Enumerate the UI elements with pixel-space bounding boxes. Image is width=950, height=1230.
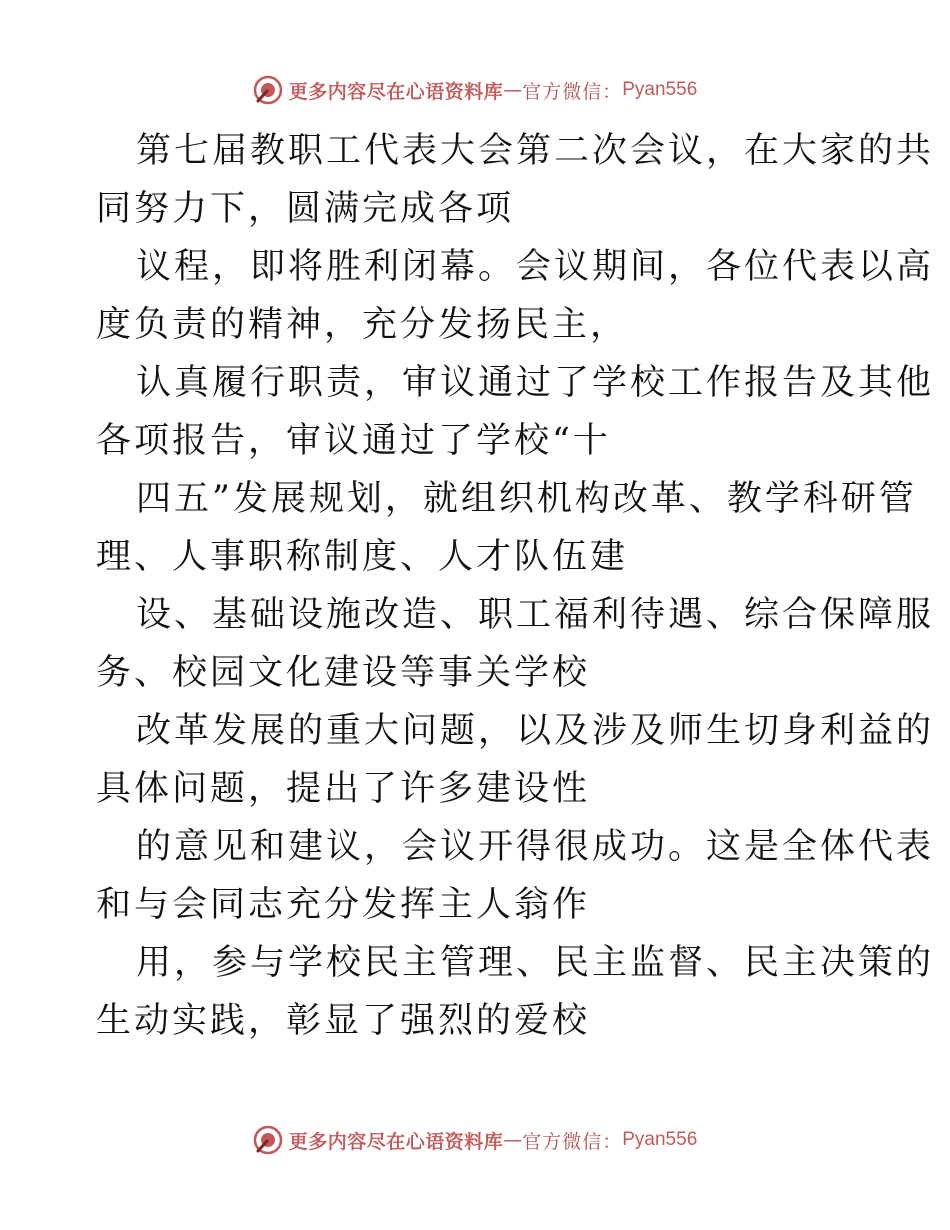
- footer-banner: [0, 1120, 950, 1160]
- paragraph-line: 和与会同志充分发挥主人翁作: [96, 885, 591, 925]
- paragraph-line: 用，参与学校民主管理、民主监督、民主决策的: [136, 943, 935, 983]
- banner-main-text: 更多内容尽在心语资料库: [288, 1130, 504, 1153]
- paragraph-line: 具体问题，提出了许多建设性: [96, 769, 591, 809]
- pen-logo-icon: [253, 1125, 283, 1155]
- paragraph-line: 各项报告，审议通过了学校“十: [96, 421, 611, 461]
- paragraph-line: 四五”发展规划，就组织机构改革、教学科研管: [136, 479, 917, 519]
- paragraph-line: 理、人事职称制度、人才队伍建: [96, 537, 629, 577]
- paragraph-line: 务、校园文化建设等事关学校: [96, 653, 591, 693]
- banner-wechat-label: 官方微信：: [522, 1130, 623, 1153]
- paragraph-line: 生动实践，彰显了强烈的爱校: [96, 1001, 591, 1041]
- banner-separator: —: [503, 79, 523, 101]
- banner-separator: —: [503, 1129, 523, 1151]
- banner-wechat-id: Pyan556: [622, 79, 698, 100]
- paragraph-line: 改革发展的重大问题，以及涉及师生切身利益的: [136, 711, 935, 751]
- paragraph-line: 的意见和建议，会议开得很成功。这是全体代表: [136, 827, 935, 867]
- paragraph-line: 第七届教职工代表大会第二次会议，在大家的共: [136, 131, 935, 171]
- paragraph-line: 认真履行职责，审议通过了学校工作报告及其他: [136, 363, 935, 403]
- banner-main-text: 更多内容尽在心语资料库: [288, 80, 504, 103]
- pen-logo-icon: [253, 75, 283, 105]
- header-banner: [0, 70, 950, 110]
- paragraph-line: 设、基础设施改造、职工福利待遇、综合保障服: [136, 595, 935, 635]
- paragraph-line: 度负责的精神，充分发扬民主，: [96, 305, 629, 345]
- paragraph-line: 同努力下，圆满完成各项: [96, 189, 515, 229]
- paragraph-line: 议程，即将胜利闭幕。会议期间，各位代表以高: [136, 247, 935, 287]
- banner-wechat-label: 官方微信：: [522, 80, 623, 103]
- document-body: [96, 122, 935, 1050]
- banner-wechat-id: Pyan556: [622, 1129, 698, 1150]
